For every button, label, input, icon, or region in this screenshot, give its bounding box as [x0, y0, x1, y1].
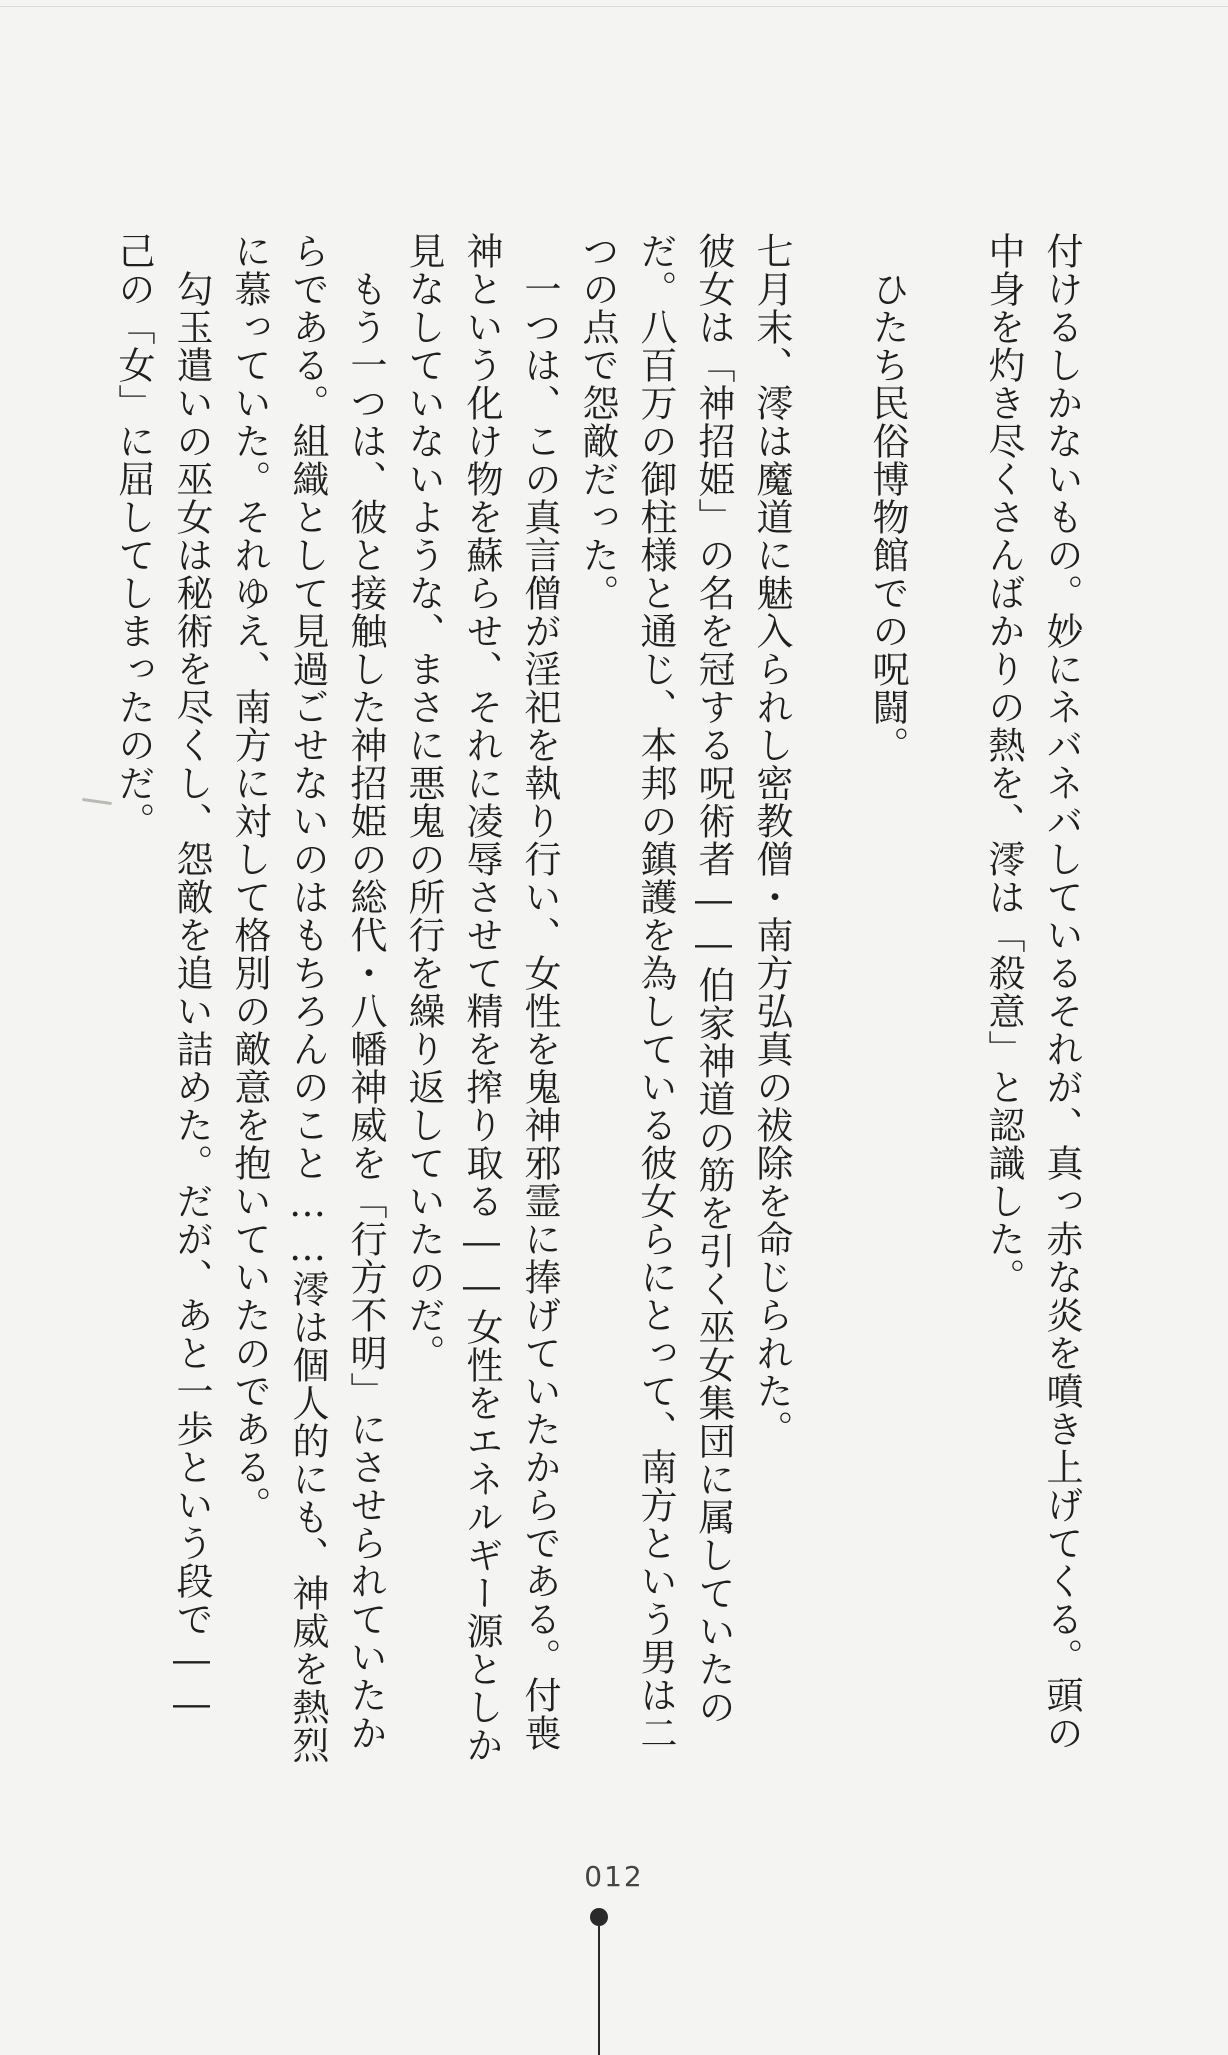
blank-line [800, 232, 858, 1772]
blank-line [916, 232, 974, 1772]
top-edge-line [0, 6, 1228, 7]
text-column: 付けるしかないもの。妙にネバネバしているそれが、真っ赤な炎を噴き上げてくる。頭の [1040, 232, 1083, 1752]
page-number: 012 [584, 1860, 644, 1893]
text-column: だ。八百万の御柱様と通じ、本邦の鎮護を為している彼女らにとって、南方という男は二 [634, 232, 677, 1752]
text-column: もう一つは、彼と接触した神招姫の総代・八幡神威を「行方不明」にさせられていたか [344, 270, 387, 1752]
text-column: 彼女は「神招姫」の名を冠する呪術者――伯家神道の筋を引く巫女集団に属していたの [692, 232, 735, 1726]
text-column: 神という化け物を蘇らせ、それに凌辱させて精を搾り取る――女性をエネルギー源としか [460, 232, 503, 1764]
text-column: 中身を灼き尽くさんばかりの熱を、澪は「殺意」と認識した。 [982, 232, 1025, 1296]
text-column: らである。組織として見過ごせないのはもちろんのこと……澪は個人的にも、神威を熱烈 [286, 232, 329, 1764]
text-column: 己の「女」に屈してしまったのだ。 [112, 232, 155, 840]
text-column: に慕っていた。それゆえ、南方に対して格別の敵意を抱いていたのである。 [228, 232, 271, 1524]
page-number-dot [590, 1908, 608, 1926]
text-column: 勾玉遣いの巫女は秘術を尽くし、怨敵を追い詰めた。だが、あと一歩という段で―― [170, 270, 213, 1726]
text-column: ひたち民俗博物館での呪闘。 [866, 270, 909, 764]
text-column: 見なしていないような、まさに悪鬼の所行を繰り返していたのだ。 [402, 232, 445, 1372]
text-column: つの点で怨敵だった。 [576, 232, 619, 612]
text-column: 七月末、澪は魔道に魅入られし密教僧・南方弘真の祓除を命じられた。 [750, 232, 793, 1448]
page-number-line [598, 1926, 600, 2055]
vertical-text-body [104, 232, 1090, 1772]
text-column: 一つは、この真言僧が淫祀を執り行い、女性を鬼神邪霊に捧げていたからである。付喪 [518, 270, 561, 1752]
